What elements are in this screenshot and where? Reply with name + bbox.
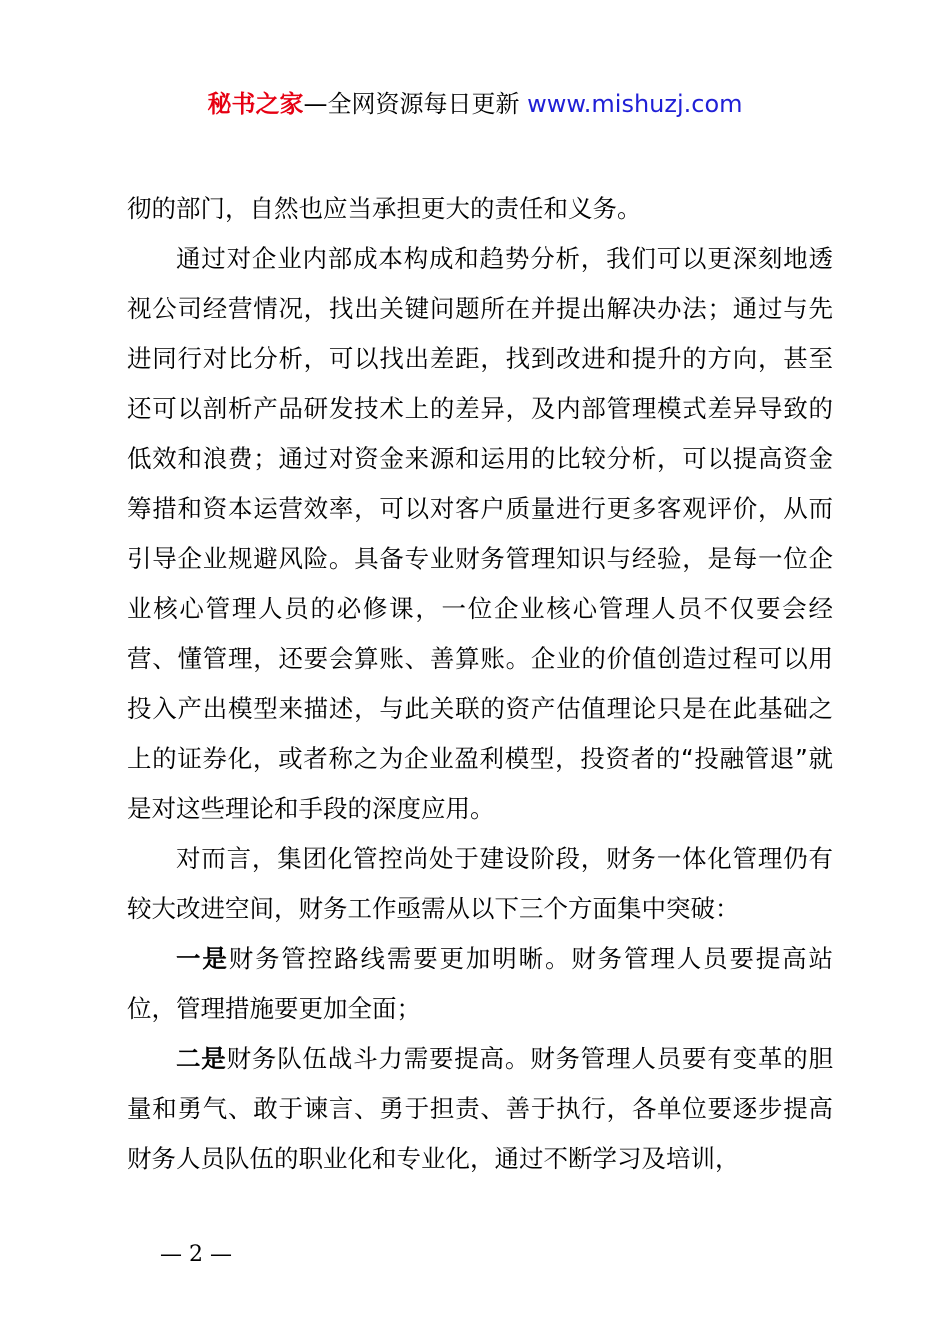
paragraph-point-two (127, 1034, 833, 1184)
paragraph-lead: 二是 (176, 1044, 227, 1073)
header-brand: 秘书之家 (207, 90, 304, 118)
paragraph-cost-analysis (127, 234, 833, 834)
paragraph-group-management (127, 834, 833, 934)
page-number: — 2 — (160, 1242, 232, 1267)
paragraph-text: 彻的部门，自然也应当承担更大的责任和义务。 (127, 194, 642, 223)
paragraph-continuation (127, 184, 833, 234)
header-slogan: —全网资源每日更新 (303, 90, 528, 118)
header-url-link[interactable]: www.mishuzj.com (527, 90, 743, 118)
paragraph-text: 财务管控路线需要更加明晰。财务管理人员要提高站位，管理措施要更加全面； (127, 944, 834, 1023)
document-body (127, 184, 833, 1184)
document-header (0, 86, 950, 122)
paragraph-point-one (127, 934, 833, 1034)
paragraph-text: 财务队伍战斗力需要提高。财务管理人员要有变革的胆量和勇气、敢于谏言、勇于担责、善于执行，各单位要逐步提高财务人员队伍的职业化和专业化，通过不断学习及培训， (127, 1044, 834, 1173)
paragraph-text: 通过对企业内部成本构成和趋势分析，我们可以更深刻地透视公司经营情况，找出关键问题所在并提出解决办法；通过与先进同行对比分析，可以找出差距，找到改进和提升的方向，甚至还可以剖析产品研发技术上的差异，及内部管理模式差异导致的低效和浪费；通过对资金来源和运用的比较分析，可以提高资金筹措和资本运营效率，可以对客户质量进行更多客观评价，从而引导企业规避风险。具备专业财务管理知识与经验，是每一位企业核心管理人员的必修课，一位企业核心管理人员不仅要会经营、懂管理，还要会算账、善算账。企业的价值创造过程可以用投入产出模型来描述，与此关联的资产估值理论只是在此基础之上的证券化，或者称之为企业盈利模型，投资者的“投融管退”就是对这些理论和手段的深度应用。 (127, 244, 833, 823)
paragraph-lead: 一是 (176, 944, 229, 973)
paragraph-text: 对而言，集团化管控尚处于建设阶段，财务一体化管理仍有较大改进空间，财务工作亟需从以下三个方面集中突破： (127, 844, 833, 923)
